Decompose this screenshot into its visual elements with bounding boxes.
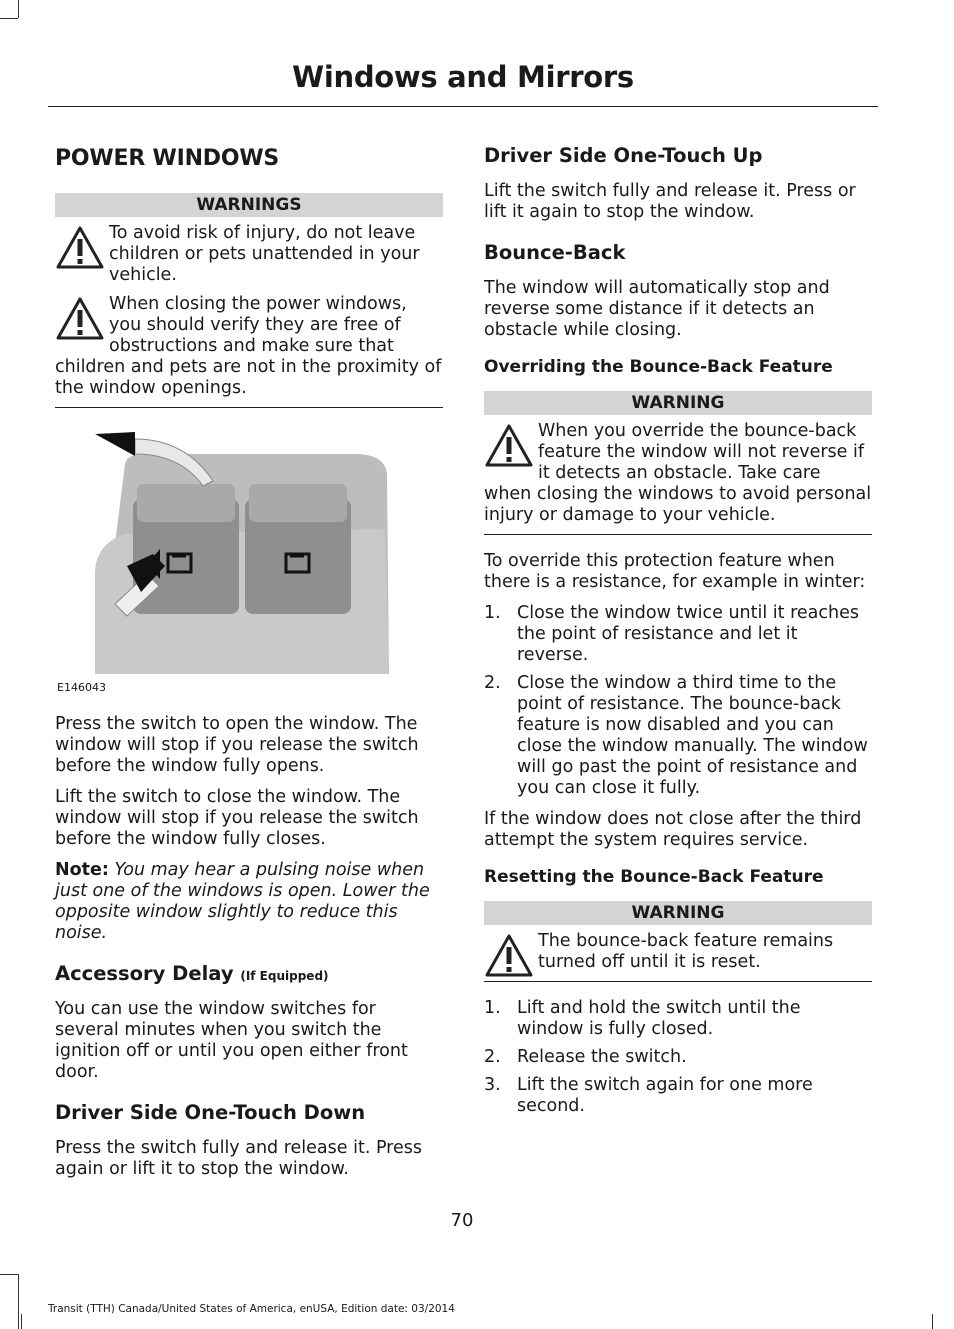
step-text: Close the window twice until it reaches the point of resistance and let it reverse. [517, 603, 859, 665]
figure-caption: E146043 [57, 681, 106, 694]
warning-triangle-icon [55, 225, 105, 271]
warning-text: When closing the power windows, you should verify they are free of obstructions and make sure that children and pets are not in the proximity of the window openings. [55, 294, 442, 398]
warning-item [484, 931, 872, 973]
warnings-header: WARNINGS [55, 193, 443, 217]
paragraph: Lift the switch to close the window. The window will stop if you release the switch before the window fully closes. [55, 787, 419, 849]
crop-mark [18, 0, 19, 18]
paragraph: Press the switch fully and release it. Press again or lift it to stop the window. [55, 1138, 422, 1179]
one-touch-up-heading: Driver Side One-Touch Up [484, 144, 763, 167]
warning-divider [484, 534, 872, 535]
right-column [484, 140, 872, 1127]
one-touch-down-heading: Driver Side One-Touch Down [55, 1101, 366, 1124]
warning-header: WARNING [484, 391, 872, 415]
crop-mark [0, 1274, 18, 1275]
warning-divider [484, 981, 872, 982]
step-number: 1. [484, 998, 501, 1018]
paragraph: The window will automatically stop and reverse some distance if it detects an obstacle while closing. [484, 278, 830, 340]
section-title: POWER WINDOWS [55, 146, 280, 171]
override-steps [484, 603, 872, 799]
title-divider [48, 106, 878, 107]
step-number: 2. [484, 1047, 501, 1067]
override-heading: Overriding the Bounce-Back Feature [484, 357, 833, 377]
accessory-delay-title: Accessory Delay [55, 962, 234, 985]
crop-mark [18, 1274, 19, 1329]
page-title: Windows and Mirrors [292, 60, 634, 94]
warning-triangle-icon [55, 296, 105, 342]
step-text: Release the switch. [517, 1047, 687, 1067]
accessory-delay-qualifier: (If Equipped) [240, 969, 329, 983]
paragraph: Lift the switch fully and release it. Press or lift it again to stop the window. [484, 181, 856, 222]
page-number: 70 [450, 1210, 474, 1231]
window-switch-illustration [55, 424, 443, 694]
paragraph: To override this protection feature when there is a resistance, for example in winter: [484, 551, 866, 592]
warning-item [484, 421, 872, 526]
step-number: 3. [484, 1075, 501, 1095]
warning-text: The bounce-back feature remains turned off until it is reset. [538, 931, 834, 972]
step-text: Lift the switch again for one more second. [517, 1075, 813, 1116]
footer-text: Transit (TTH) Canada/United States of America, enUSA, Edition date: 03/2014 [48, 1303, 455, 1315]
bounce-back-heading: Bounce-Back [484, 241, 626, 264]
window-switch-diagram [55, 424, 443, 694]
reset-heading: Resetting the Bounce-Back Feature [484, 867, 824, 887]
paragraph: You can use the window switches for several minutes when you switch the ignition off or until you open either front door. [55, 999, 408, 1082]
note-label: Note: [55, 860, 109, 880]
list-item [484, 673, 872, 799]
warning-text: When you override the bounce-back feature the window will not reverse if it detects an obstacle. Take care when closing the windows to avoid personal injury or damage to your vehicle. [484, 421, 872, 525]
list-item [484, 1075, 872, 1117]
warning-divider [55, 407, 443, 408]
reset-steps [484, 998, 872, 1117]
paragraph: Press the switch to open the window. The window will stop if you release the switch before the window fully opens. [55, 714, 419, 776]
paragraph: If the window does not close after the third attempt the system requires service. [484, 809, 862, 850]
step-number: 2. [484, 673, 501, 693]
crop-mark [21, 1314, 22, 1329]
accessory-delay-heading [55, 962, 443, 985]
crop-mark [0, 18, 18, 19]
warning-text: To avoid risk of injury, do not leave children or pets unattended in your vehicle. [109, 223, 420, 285]
crop-mark [932, 1314, 933, 1329]
warning-header: WARNING [484, 901, 872, 925]
note [55, 860, 443, 944]
warning-item [55, 223, 443, 286]
step-text: Close the window a third time to the point of resistance. The bounce-back feature is now disabled and you can close the window manually. The window will go past the point of resistance and you can close it fully. [517, 673, 868, 798]
list-item [484, 603, 872, 666]
warning-triangle-icon [484, 423, 534, 469]
step-text: Lift and hold the switch until the window is fully closed. [517, 998, 801, 1039]
warning-triangle-icon [484, 933, 534, 979]
left-column [55, 140, 443, 1190]
list-item [484, 998, 872, 1040]
step-number: 1. [484, 603, 501, 623]
warning-item [55, 294, 443, 399]
list-item [484, 1047, 872, 1068]
note-text: You may hear a pulsing noise when just one of the windows is open. Lower the opposite window slightly to reduce this noise. [55, 860, 430, 943]
